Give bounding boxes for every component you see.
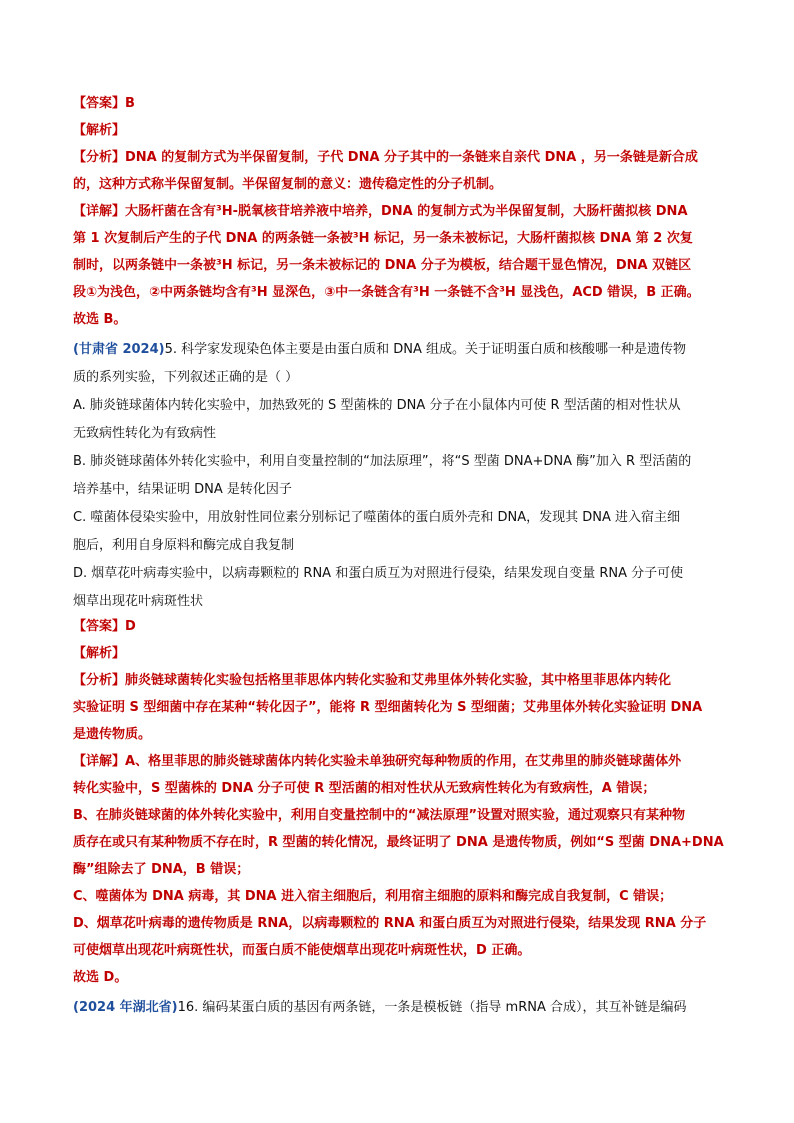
answer-value: D: [125, 619, 136, 634]
question-stem: [73, 998, 733, 1018]
xiangjie-line: D、烟草花叶病毒的遗传物质是 RNA，以病毒颗粒的 RNA 和蛋白质互为对照进行侵染，结果发现 RNA 分子: [73, 916, 707, 931]
answer-label: 【答案】: [73, 619, 126, 634]
analysis-label: 【解析】: [73, 123, 126, 138]
option-b: B. 肺炎链球菌体外转化实验中，利用自变量控制的“加法原理”，将“S 型菌 DNA+DNA 酶”加入 R 型活菌的: [73, 454, 692, 469]
xiangjie-line: 质存在或只有某种物质不存在时，R 型菌的转化情况，最终证明了 DNA 是遗传物质，例如“S 型菌 DNA+DNA: [73, 835, 724, 850]
answer-line: [73, 617, 733, 637]
analysis-label-line: [73, 121, 733, 141]
xiangjie-line: 酶”组除去了 DNA，B 错误；: [73, 862, 250, 877]
option-a: A. 肺炎链球菌体内转化实验中，加热致死的 S 型菌株的 DNA 分子在小鼠体内可使 R 型活菌的相对性状从: [73, 398, 681, 413]
fenxi-line: 是遗传物质。: [73, 727, 152, 742]
answer-value: B: [125, 96, 135, 111]
fenxi-text: DNA 的复制方式为半保留复制，子代 DNA 分子其中的一条链来自亲代 DNA ，另一条链是新合成: [125, 150, 698, 165]
xiangjie-line: 制时，以两条链中一条被³H 标记，另一条未被标记的 DNA 分子为模板，结合题干显色情况，DNA 双链区: [73, 258, 692, 273]
xiangjie-line: 故选 B。: [73, 312, 127, 327]
xiangjie-line: 故选 D。: [73, 970, 128, 985]
answer-line: [73, 94, 733, 114]
xiangjie-text: 大肠杆菌在含有³H-脱氧核苷培养液中培养，DNA 的复制方式为半保留复制，大肠杆菌拟核 DNA: [125, 204, 688, 219]
question-stem-line: 质的系列实验，下列叙述正确的是（ ）: [73, 370, 299, 385]
fenxi-line: [73, 148, 733, 168]
answer-label: 【答案】: [73, 96, 126, 111]
option-c: C. 噬菌体侵染实验中，用放射性同位素分别标记了噬菌体的蛋白质外壳和 DNA，发现其 DNA 进入宿主细: [73, 510, 680, 525]
xiangjie-label: 【详解】: [73, 204, 126, 219]
option-d: 烟草出现花叶病斑性状: [73, 594, 204, 609]
fenxi-line: 的，这种方式称半保留复制。半保留复制的意义：遗传稳定性的分子机制。: [73, 177, 503, 192]
fenxi-line: [73, 671, 733, 691]
xiangjie-label: 【详解】: [73, 754, 126, 769]
xiangjie-line: [73, 202, 733, 222]
option-d: D. 烟草花叶病毒实验中，以病毒颗粒的 RNA 和蛋白质互为对照进行侵染，结果发现自变量 RNA 分子可使: [73, 566, 684, 581]
fenxi-label: 【分析】: [73, 150, 126, 165]
option-c: 胞后，利用自身原料和酶完成自我复制: [73, 538, 295, 553]
xiangjie-line: B、在肺炎链球菌的体外转化实验中，利用自变量控制中的“减法原理”设置对照实验，通过观察只有某种物: [73, 808, 685, 823]
xiangjie-line: [73, 752, 733, 772]
fenxi-text: 肺炎链球菌转化实验包括格里菲思体内转化实验和艾弗里体外转化实验，其中格里菲思体内转化: [125, 673, 672, 688]
option-a: 无致病性转化为有致病性: [73, 426, 217, 441]
xiangjie-line: 转化实验中，S 型菌株的 DNA 分子可使 R 型活菌的相对性状从无致病性转化为有致病性，A 错误；: [73, 781, 656, 796]
xiangjie-text: A、格里菲思的肺炎链球菌体内转化实验未单独研究每种物质的作用，在艾弗里的肺炎链球菌体外: [125, 754, 682, 769]
xiangjie-line: 第 1 次复制后产生的子代 DNA 的两条链一条被³H 标记，另一条未被标记，大肠杆菌拟核 DNA 第 2 次复: [73, 231, 693, 246]
option-b: 培养基中，结果证明 DNA 是转化因子: [73, 482, 292, 497]
question-stem-text: 16. 编码某蛋白质的基因有两条链，一条是模板链（指导 mRNA 合成），其互补链是编码: [177, 1000, 687, 1015]
question-stem-text: 5. 科学家发现染色体主要是由蛋白质和 DNA 组成。关于证明蛋白质和核酸哪一种是遗传物: [164, 342, 687, 357]
xiangjie-line: 段①为浅色，②中两条链均含有³H 显深色，③中一条链含有³H 一条链不含³H 显浅色，ACD 错误，B 正确。: [73, 285, 700, 300]
xiangjie-line: C、噬菌体为 DNA 病毒，其 DNA 进入宿主细胞后，利用宿主细胞的原料和酶完成自我复制，C 错误；: [73, 889, 673, 904]
fenxi-label: 【分析】: [73, 673, 126, 688]
fenxi-line: 实验证明 S 型细菌中存在某种“转化因子”，能将 R 型细菌转化为 S 型细菌；艾弗里体外转化实验证明 DNA: [73, 700, 703, 715]
analysis-label: 【解析】: [73, 646, 126, 661]
question-source: (甘肃省 2024): [73, 342, 165, 357]
analysis-label-line: [73, 644, 733, 664]
xiangjie-line: 可使烟草出现花叶病斑性状，而蛋白质不能使烟草出现花叶病斑性状，D 正确。: [73, 943, 531, 958]
question-stem: [73, 340, 733, 360]
question-source: (2024 年湖北省): [73, 1000, 178, 1015]
